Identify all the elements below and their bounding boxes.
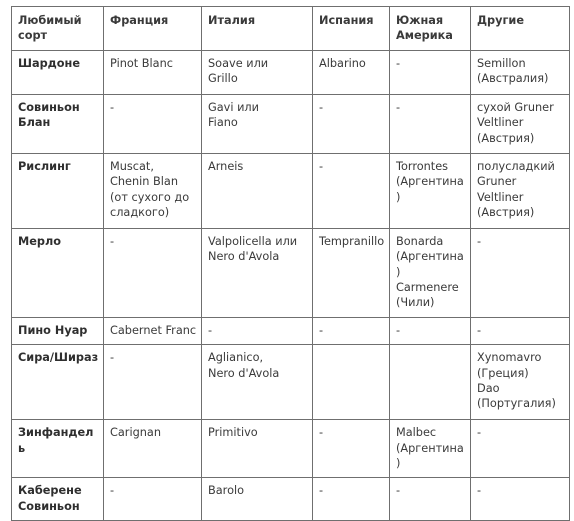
variety-cell — [12, 478, 104, 521]
cell-value: Pinot Blanc — [110, 56, 173, 70]
table-cell — [104, 228, 202, 317]
table-row — [12, 50, 570, 94]
variety-cell — [12, 153, 104, 228]
cell-value: - — [477, 484, 482, 498]
table-cell — [202, 50, 313, 94]
cell-value: Barolo — [208, 484, 245, 498]
header-other — [471, 7, 570, 51]
header-row — [12, 7, 570, 51]
cell-value: - — [110, 100, 115, 114]
header-spain — [313, 7, 390, 51]
cell-value: - — [396, 484, 401, 498]
table-cell — [104, 50, 202, 94]
header-label: Франция — [110, 14, 169, 27]
cell-value: - — [319, 323, 324, 337]
table-cell — [390, 317, 471, 344]
cell-value: полусладкий Gruner Veltliner (Австрия) — [477, 159, 555, 220]
table-cell — [390, 478, 471, 521]
table-cell — [390, 153, 471, 228]
table-cell — [313, 94, 390, 153]
variety-cell — [12, 345, 104, 420]
table-cell — [313, 420, 390, 478]
table-cell — [390, 420, 471, 478]
table-cell — [471, 420, 570, 478]
cell-value: Gavi или Fiano — [208, 100, 259, 130]
variety-cell — [12, 228, 104, 317]
table-cell — [471, 317, 570, 344]
table-cell — [104, 478, 202, 521]
wine-pairing-table — [11, 6, 570, 521]
cell-value: Soave или Grillo — [208, 56, 269, 86]
cell-value: сухой Gruner Veltliner (Австрия) — [477, 100, 554, 145]
cell-value: Aglianico, Nero d'Avola — [208, 351, 280, 380]
table-row — [12, 420, 570, 478]
table-row — [12, 345, 570, 420]
table-cell — [471, 153, 570, 228]
table-cell — [471, 94, 570, 153]
table-cell — [471, 228, 570, 317]
table-cell — [313, 478, 390, 521]
header-label: Испания — [319, 14, 374, 27]
table-cell — [202, 345, 313, 420]
table-cell — [104, 153, 202, 228]
table-cell — [104, 420, 202, 478]
cell-value: - — [477, 234, 482, 248]
cell-value: Primitivo — [208, 426, 258, 440]
cell-value: - — [396, 56, 401, 70]
header-france — [104, 7, 202, 51]
cell-value: - — [110, 351, 115, 365]
cell-value: Cabernet Franc — [110, 323, 197, 337]
table-cell — [390, 228, 471, 317]
variety-label: Пино Нуар — [18, 323, 88, 337]
cell-value: - — [396, 323, 401, 337]
table-cell — [390, 94, 471, 153]
table-cell — [104, 94, 202, 153]
variety-label: Зинфандель — [18, 426, 94, 455]
cell-value: Valpolicella или Nero d'Avola — [208, 234, 298, 264]
table-row — [12, 228, 570, 317]
variety-cell — [12, 317, 104, 344]
cell-value: Bonarda (Аргентина) Carmenere (Чили) — [396, 234, 464, 310]
variety-cell — [12, 50, 104, 94]
table-cell — [313, 228, 390, 317]
header-label: Любимый сорт — [18, 14, 82, 43]
table-row — [12, 94, 570, 153]
table-cell — [202, 94, 313, 153]
table-row — [12, 478, 570, 521]
cell-value: Tempranillo — [319, 234, 385, 248]
variety-label: Рислинг — [18, 159, 71, 173]
cell-value: Albarino — [319, 56, 366, 70]
cell-value: Carignan — [110, 426, 162, 440]
cell-value: Malbec (Аргентина) — [396, 426, 464, 471]
cell-value: - — [319, 484, 324, 498]
variety-label: Шардоне — [18, 56, 81, 70]
cell-value: Xynomavro (Греция) Dao (Португалия) — [477, 351, 556, 411]
table-row — [12, 153, 570, 228]
cell-value: - — [110, 234, 115, 248]
variety-label: Совиньон Блан — [18, 100, 80, 130]
header-label: Другие — [477, 14, 524, 27]
table-cell — [390, 50, 471, 94]
variety-label: Мерло — [18, 234, 62, 248]
cell-value: - — [110, 484, 115, 498]
table-row — [12, 317, 570, 344]
table-cell — [202, 317, 313, 344]
table-cell — [104, 345, 202, 420]
table-cell — [471, 478, 570, 521]
cell-value: - — [319, 426, 324, 440]
header-favorite-variety — [12, 7, 104, 51]
header-label: Италия — [208, 14, 256, 27]
table-cell — [390, 345, 471, 420]
cell-value: - — [319, 159, 324, 173]
table-cell — [202, 478, 313, 521]
variety-cell — [12, 94, 104, 153]
table-cell — [471, 50, 570, 94]
header-italy — [202, 7, 313, 51]
table-cell — [313, 345, 390, 420]
cell-value: Semillon (Австралия) — [477, 56, 549, 86]
table-cell — [313, 317, 390, 344]
cell-value: - — [208, 323, 213, 337]
table-cell — [313, 50, 390, 94]
header-south-america — [390, 7, 471, 51]
cell-value: - — [319, 100, 324, 114]
table-cell — [202, 228, 313, 317]
table-cell — [202, 420, 313, 478]
table-cell — [202, 153, 313, 228]
header-label: Южная Америка — [396, 14, 453, 43]
cell-value: - — [396, 100, 401, 114]
variety-label: Сира/Шираз — [18, 351, 99, 365]
cell-value: Torrontes (Аргентина) — [396, 159, 464, 204]
table-cell — [471, 345, 570, 420]
table-cell — [313, 153, 390, 228]
variety-label: Каберене Совиньон — [18, 484, 82, 513]
cell-value: - — [477, 323, 482, 337]
cell-value: Arneis — [208, 159, 244, 173]
cell-value: Muscat, Chenin Blan (от сухого до сладкого) — [110, 159, 190, 220]
variety-cell — [12, 420, 104, 478]
cell-value: - — [477, 426, 482, 440]
table-cell — [104, 317, 202, 344]
